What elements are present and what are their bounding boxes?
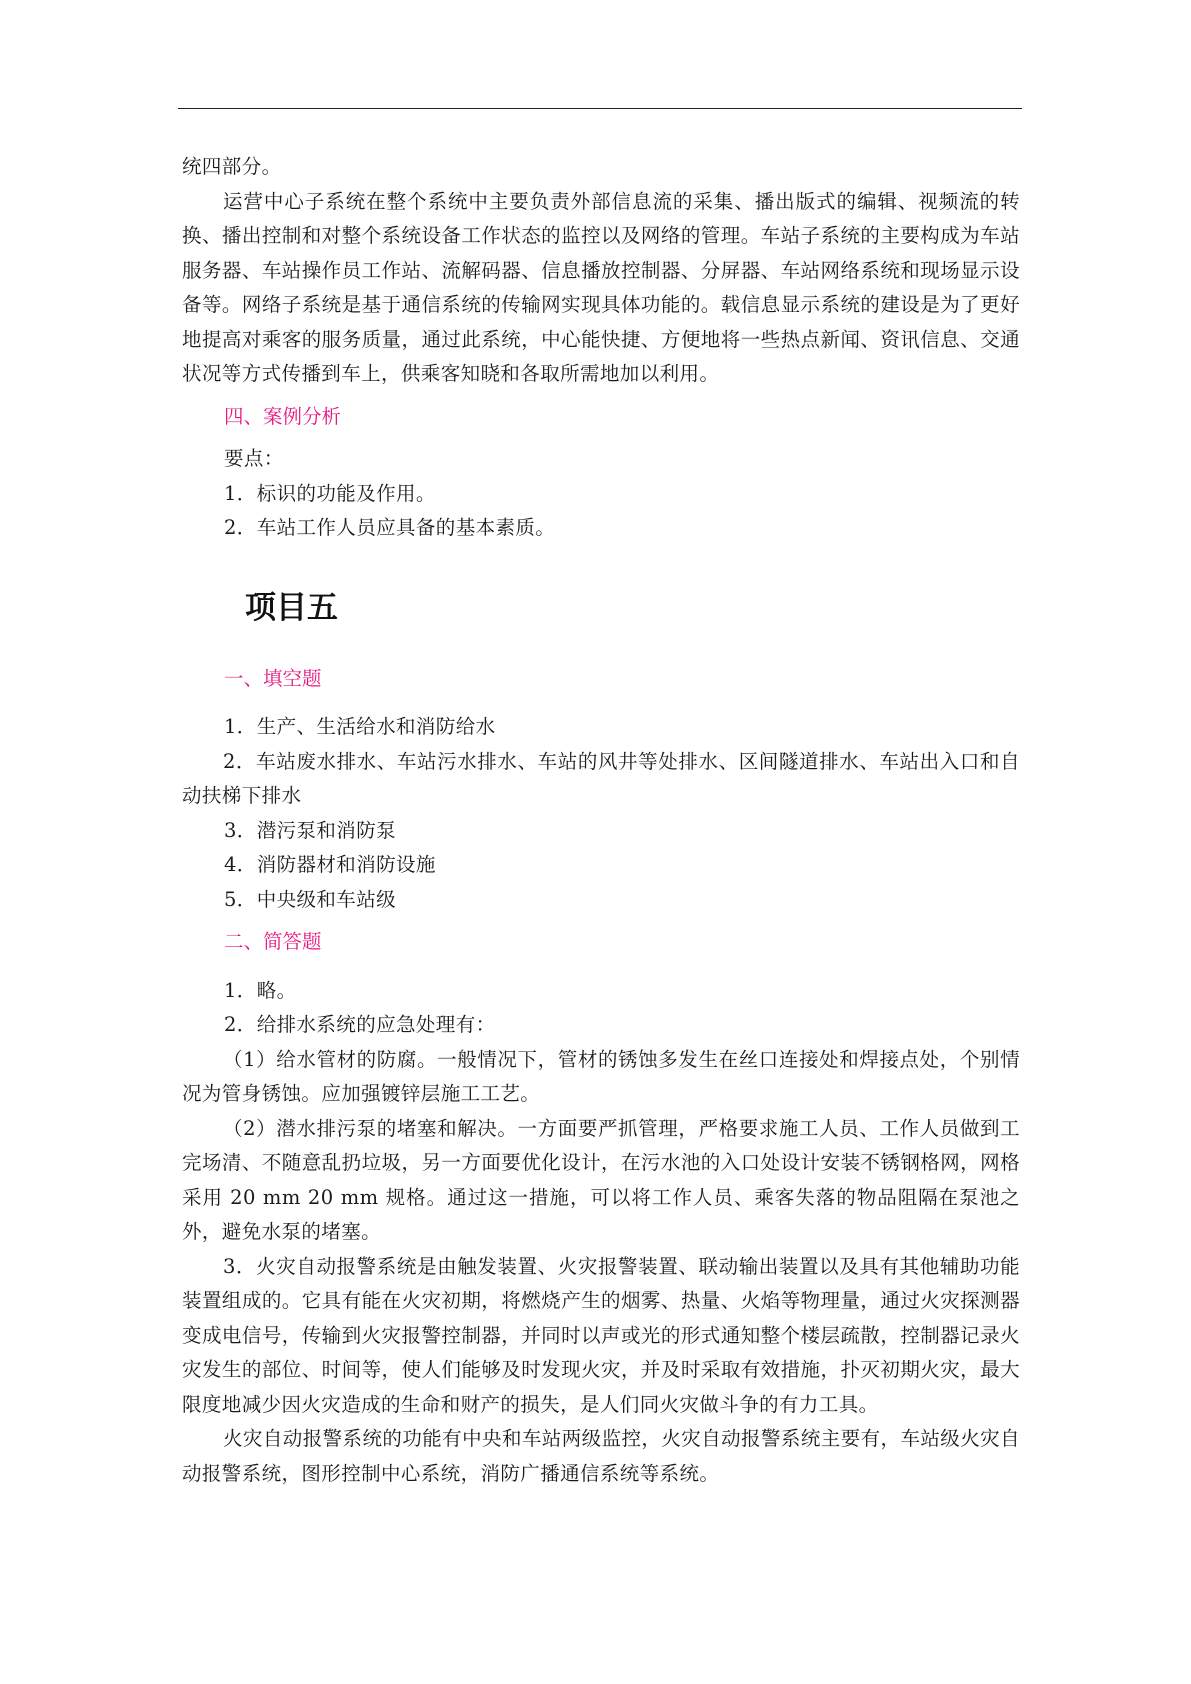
short-answer-2-1: （1）给水管材的防腐。一般情况下，管材的锈蚀多发生在丝口连接处和焊接点处，个别情况为管身锈蚀。应加强镀锌层施工工艺。 bbox=[182, 1047, 1020, 1105]
page-body bbox=[182, 150, 1020, 1491]
short-answer-2: 2．给排水系统的应急处理有： bbox=[224, 1013, 496, 1036]
fill-item-2: 2．车站废水排水、车站污水排水、车站的风井等处排水、区间隧道排水、车站出入口和自动扶梯下排水 bbox=[182, 749, 1020, 807]
paragraph-continuation: 统四部分。 bbox=[182, 155, 282, 178]
project-title: 项目五 bbox=[245, 589, 338, 626]
fill-item-4: 4．消防器材和消防设施 bbox=[224, 853, 436, 876]
case-item-2: 2．车站工作人员应具备的基本素质。 bbox=[224, 516, 556, 539]
short-answer-1: 1．略。 bbox=[224, 978, 297, 1002]
section-heading-case-analysis: 四、案例分析 bbox=[224, 404, 342, 428]
fill-item-3: 3．潜污泵和消防泵 bbox=[224, 818, 397, 842]
short-answer-3-functions: 火灾自动报警系统的功能有中央和车站两级监控，火灾自动报警系统主要有，车站级火灾自动报警系统，图形控制中心系统，消防广播通信系统等系统。 bbox=[182, 1427, 1020, 1485]
spacer bbox=[182, 960, 1020, 974]
case-intro: 要点： bbox=[224, 447, 284, 470]
case-item-1: 1．标识的功能及作用。 bbox=[224, 481, 436, 505]
short-answer-3: 3．火灾自动报警系统是由触发装置、火灾报警装置、联动输出装置以及具有其他辅助功能装置组成的。它具有能在火灾初期，将燃烧产生的烟雾、热量、火焰等物理量，通过火灾探测器变成电信号，传输到火灾报警控制器，并同时以声或光的形式通知整个楼层疏散，控制器记录火灾发生的部位、时间等，使人们能够及时发现火灾，并及时采取有效措施，扑灭初期火灾，最大限度地减少因火灾造成的生命和财产的损失，是人们同火灾做斗争的有力工具。 bbox=[182, 1254, 1020, 1416]
spacer bbox=[182, 392, 1020, 400]
section-heading-short-answer: 二、简答题 bbox=[224, 930, 322, 953]
section-heading-fill-in: 一、填空题 bbox=[224, 666, 322, 690]
header-rule bbox=[178, 108, 1022, 109]
spacer bbox=[182, 434, 1020, 442]
fill-item-5: 5．中央级和车站级 bbox=[224, 887, 397, 911]
spacer bbox=[182, 917, 1020, 925]
spacer bbox=[182, 696, 1020, 710]
spacer bbox=[182, 628, 1020, 662]
short-answer-2-2: （2）潜水排污泵的堵塞和解决。一方面要严抓管理，严格要求施工人员、工作人员做到工完场清、不随意乱扔垃圾，另一方面要优化设计，在污水池的入口处设计安装不锈钢格网，网格采用 20 mm 20 mm 规格。通过这一措施，可以将工作人员、乘客失落的物品阻隔在泵池之外，避免水泵的堵塞。 bbox=[182, 1116, 1020, 1243]
fill-item-1: 1．生产、生活给水和消防给水 bbox=[224, 715, 496, 738]
spacer bbox=[182, 546, 1020, 588]
paragraph-operations-center: 运营中心子系统在整个系统中主要负责外部信息流的采集、播出版式的编辑、视频流的转换、播出控制和对整个系统设备工作状态的监控以及网络的管理。车站子系统的主要构成为车站服务器、车站操作员工作站、流解码器、信息播放控制器、分屏器、车站网络系统和现场显示设备等。网络子系统是基于通信系统的传输网实现具体功能的。载信息显示系统的建设是为了更好地提高对乘客的服务质量，通过此系统，中心能快捷、方便地将一些热点新闻、资讯信息、交通状况等方式传播到车上，供乘客知晓和各取所需地加以利用。 bbox=[182, 189, 1020, 385]
